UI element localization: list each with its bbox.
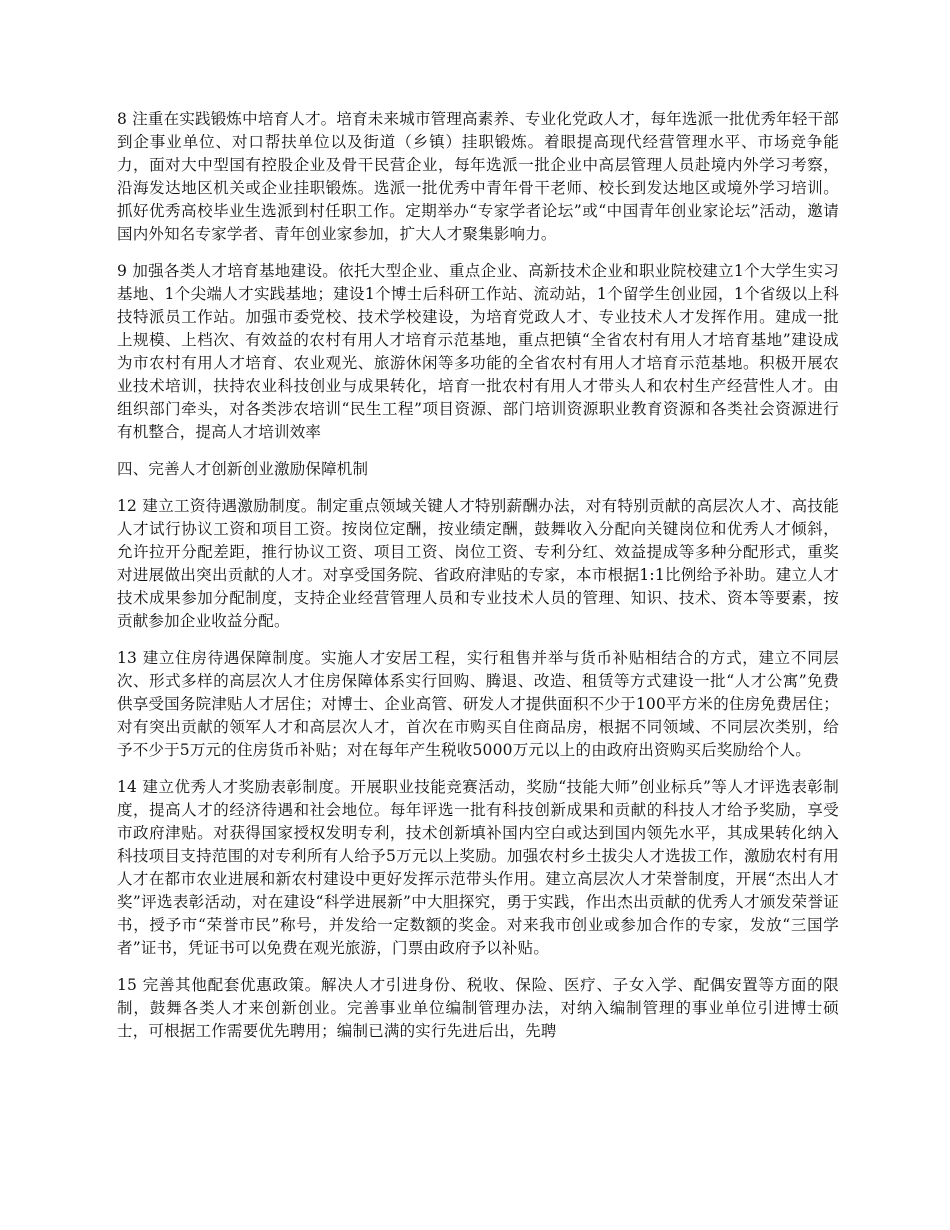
section-heading: 四、完善人才创新创业激励保障机制 (117, 460, 369, 478)
paragraph-15: 15 完善其他配套优惠政策。解决人才引进身份、税收、保险、医疗、子女入学、配偶安置等方面的限制，鼓舞各类人才来创新创业。完善事业单位编制管理办法，对纳入编制管理的事业单位引进博士硕士，可根据工作需要优先聘用；编制已满的实行先进后出，先聘 (117, 976, 839, 1040)
paragraph-14: 14 建立优秀人才奖励表彰制度。开展职业技能竞赛活动，奖励“技能大师”创业标兵”等人才评选表彰制度，提高人才的经济待遇和社会地位。每年评选一批有科技创新成果和贡献的科技人才给予奖励，享受市政府津贴。对获得国家授权发明专利，技术创新填补国内空白或达到国内领先水平，其成果转化纳入科技项目支持范围的对专利所有人给予5万元以上奖励。加强农村乡土拔尖人才选拔工作，激励农村有用人才在都市农业进展和新农村建设中更好发挥示范带头作用。建立高层次人才荣誉制度，开展“杰出人才奖”评选表彰活动，对在建设“科学进展新”中大胆探究，勇于实践，作出杰出贡献的优秀人才颁发荣誉证书，授予市“荣誉市民”称号，并发给一定数额的奖金。对来我市创业或参加合作的专家，发放“三国学者”证书，凭证书可以免费在观光旅游，门票由政府予以补贴。 (117, 778, 839, 957)
paragraph-9: 9 加强各类人才培育基地建设。依托大型企业、重点企业、高新技术企业和职业院校建立1个大学生实习基地、1个尖端人才实践基地；建设1个博士后科研工作站、流动站，1个留学生创业园，1个省级以上科技特派员工作站。加强市委党校、技术学校建设，为培育党政人才、专业技术人才发挥作用。建成一批上规模、上档次、有效益的农村有用人才培育示范基地，重点把镇“全省农村有用人才培育基地”建设成为市农村有用人才培育、农业观光、旅游休闲等多功能的全省农村有用人才培育示范基地。积极开展农业技术培训，扶持农业科技创业与成果转化，培育一批农村有用人才带头人和农村生产经营性人才。由组织部门牵头，对各类涉农培训“民生工程”项目资源、部门培训资源职业教育资源和各类社会资源进行有机整合，提高人才培训效率 (117, 262, 839, 441)
paragraph-13: 13 建立住房待遇保障制度。实施人才安居工程，实行租售并举与货币补贴相结合的方式，建立不同层次、形式多样的高层次人才住房保障体系实行回购、腾退、改造、租赁等方式建设一批“人才公寓”免费供享受国务院津贴人才居住；对博士、企业高管、研发人才提供面积不少于100平方米的住房免费居住；对有突出贡献的领军人才和高层次人才，首次在市购买自住商品房，根据不同领域、不同层次类别，给予不少于5万元的住房货币补贴；对在每年产生税收5000万元以上的由政府出资购买后奖励给个人。 (117, 649, 839, 759)
paragraph-8: 8 注重在实践锻炼中培育人才。培育未来城市管理高素养、专业化党政人才，每年选派一批优秀年轻干部到企事业单位、对口帮扶单位以及街道（乡镇）挂职锻炼。着眼提高现代经营管理水平、市场竞争能力，面对大中型国有控股企业及骨干民营企业，每年选派一批企业中高层管理人员赴境内外学习考察，沿海发达地区机关或企业挂职锻炼。选派一批优秀中青年骨干老师、校长到发达地区或境外学习培训。抓好优秀高校毕业生选派到村任职工作。定期举办“专家学者论坛”或“中国青年创业家论坛”活动，邀请国内外知名专家学者、青年创业家参加，扩大人才聚集影响力。 (117, 110, 839, 243)
document-page (117, 108, 839, 1057)
paragraph-12: 12 建立工资待遇激励制度。制定重点领域关键人才特别薪酬办法，对有特别贡献的高层次人才、高技能人才试行协议工资和项目工资。按岗位定酬，按业绩定酬，鼓舞收入分配向关键岗位和优秀人才倾斜，允许拉开分配差距，推行协议工资、项目工资、岗位工资、专利分红、效益提成等多种分配形式，重奖对进展做出突出贡献的人才。对享受国务院、省政府津贴的专家，本市根据1:1比例给予补助。建立人才技术成果参加分配制度，支持企业经营管理人员和专业技术人员的管理、知识、技术、资本等要素，按贡献参加企业收益分配。 (117, 497, 839, 630)
